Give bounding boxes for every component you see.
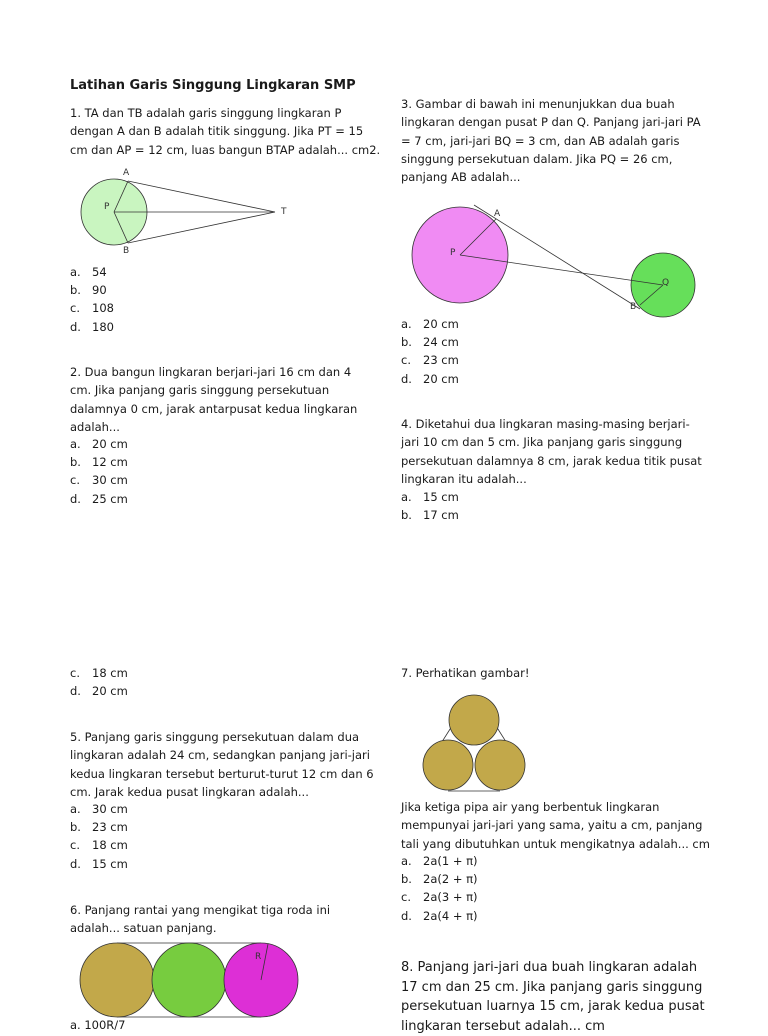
option[interactable]: d. 15 cm (70, 855, 128, 873)
q3-line: singgung persekutuan dalam. Jika PQ = 26 cm, (401, 150, 701, 168)
option[interactable]: a. 30 cm (70, 800, 128, 818)
question-3-text (401, 95, 701, 186)
q5-line: kedua lingkaran tersebut berturut-turut 12 cm dan 6 (70, 765, 374, 783)
question-7-heading: 7. Perhatikan gambar! (401, 664, 529, 682)
q2-line: 2. Dua bangun lingkaran berjari-jari 16 cm dan 4 (70, 363, 357, 381)
option[interactable]: c. 18 cm (70, 664, 128, 682)
q2-line: dalamnya 0 cm, jarak antarpusat kedua lingkaran (70, 400, 357, 418)
option[interactable]: a. 2a(1 + π) (401, 852, 478, 870)
question-5-text (70, 728, 374, 801)
q2-line: adalah... (70, 418, 357, 436)
option[interactable]: b. 90 (70, 281, 114, 299)
option[interactable]: d. 20 cm (70, 682, 128, 700)
q8-line: persekutuan luarnya 15 cm, jarak kedua pusat (401, 997, 705, 1017)
q1-options (70, 263, 114, 336)
label-b: B (630, 302, 636, 312)
q6-three-wheels-figure (78, 941, 308, 1021)
q8-line: lingkaran tersebut adalah... cm (401, 1017, 705, 1036)
option[interactable]: b. 17 cm (401, 506, 459, 524)
option[interactable]: d. 25 cm (70, 490, 128, 508)
q4-line: persekutuan dalamnya 8 cm, jarak kedua titik pusat (401, 452, 702, 470)
q4-line: 4. Diketahui dua lingkaran masing-masing berjari- (401, 415, 702, 433)
label-r: R (255, 952, 261, 962)
option[interactable]: c. 30 cm (70, 471, 128, 489)
q5-options (70, 800, 128, 873)
q4-line: lingkaran itu adalah... (401, 470, 702, 488)
q1-line: dengan A dan B adalah titik singgung. Jika PT = 15 (70, 122, 380, 140)
q3-options (401, 315, 459, 388)
option[interactable]: a. 15 cm (401, 488, 459, 506)
q5-line: cm. Jarak kedua pusat lingkaran adalah... (70, 783, 374, 801)
q5-line: 5. Panjang garis singgung persekutuan dalam dua (70, 728, 374, 746)
q7-options (401, 852, 478, 925)
q8-line: 17 cm dan 25 cm. Jika panjang garis singgung (401, 978, 705, 998)
q4-options (401, 488, 459, 524)
option[interactable]: d. 20 cm (401, 370, 459, 388)
option[interactable]: a. 20 cm (401, 315, 459, 333)
q3-internal-tangent-figure (410, 205, 710, 315)
q3-line: panjang AB adalah... (401, 168, 701, 186)
q5-line: lingkaran adalah 24 cm, sedangkan panjang jari-jari (70, 746, 374, 764)
option[interactable]: c. 18 cm (70, 836, 128, 854)
option[interactable]: b. 12 cm (70, 453, 128, 471)
q3-line: = 7 cm, jari-jari BQ = 3 cm, dan AB adalah garis (401, 132, 701, 150)
question-1-text (70, 104, 380, 159)
question-4-text (401, 415, 702, 488)
q8-line: 8. Panjang jari-jari dua buah lingkaran adalah (401, 958, 705, 978)
q3-line: 3. Gambar di bawah ini menunjukkan dua buah (401, 95, 701, 113)
question-6-text (70, 901, 330, 938)
label-a: A (123, 168, 130, 178)
label-b: B (123, 246, 129, 256)
option[interactable]: b. 2a(2 + π) (401, 870, 478, 888)
q4-line: jari 10 cm dan 5 cm. Jika panjang garis singgung (401, 433, 702, 451)
q6-option-partial[interactable]: a. 100R/7 (70, 1016, 126, 1034)
q7-line: mempunyai jari-jari yang sama, yaitu a cm, panjang (401, 816, 710, 834)
q7-line: Jika ketiga pipa air yang berbentuk lingkaran (401, 798, 710, 816)
q2-options (70, 435, 128, 508)
q2-line: cm. Jika panjang garis singgung persekutuan (70, 381, 357, 399)
page-title: Latihan Garis Singgung Lingkaran SMP (70, 78, 356, 93)
q7-line: tali yang dibutuhkan untuk mengikatnya adalah... cm (401, 835, 710, 853)
q6-line: 6. Panjang rantai yang mengikat tiga roda ini (70, 901, 330, 919)
label-p: P (450, 248, 456, 258)
q7-three-pipes-figure (420, 693, 540, 793)
q1-line: 1. TA dan TB adalah garis singgung lingkaran P (70, 104, 380, 122)
option[interactable]: a. 54 (70, 263, 114, 281)
option[interactable]: c. 23 cm (401, 351, 459, 369)
option[interactable]: c. 2a(3 + π) (401, 888, 478, 906)
q4-options-continued (70, 664, 128, 700)
option[interactable]: d. 180 (70, 318, 114, 336)
label-a: A (494, 209, 501, 219)
label-t: T (280, 207, 287, 217)
question-2-text (70, 363, 357, 436)
question-7-text (401, 798, 710, 853)
q3-line: lingkaran dengan pusat P dan Q. Panjang jari-jari PA (401, 113, 701, 131)
q1-line: cm dan AP = 12 cm, luas bangun BTAP adalah... cm2. (70, 141, 380, 159)
label-p: P (104, 202, 110, 212)
label-q: Q (662, 278, 669, 288)
option[interactable]: d. 2a(4 + π) (401, 907, 478, 925)
option[interactable]: b. 24 cm (401, 333, 459, 351)
option[interactable]: c. 108 (70, 299, 114, 317)
option[interactable]: a. 20 cm (70, 435, 128, 453)
option[interactable]: b. 23 cm (70, 818, 128, 836)
question-8-text (401, 958, 705, 1036)
q6-line: adalah... satuan panjang. (70, 919, 330, 937)
q1-tangent-figure (70, 166, 310, 256)
